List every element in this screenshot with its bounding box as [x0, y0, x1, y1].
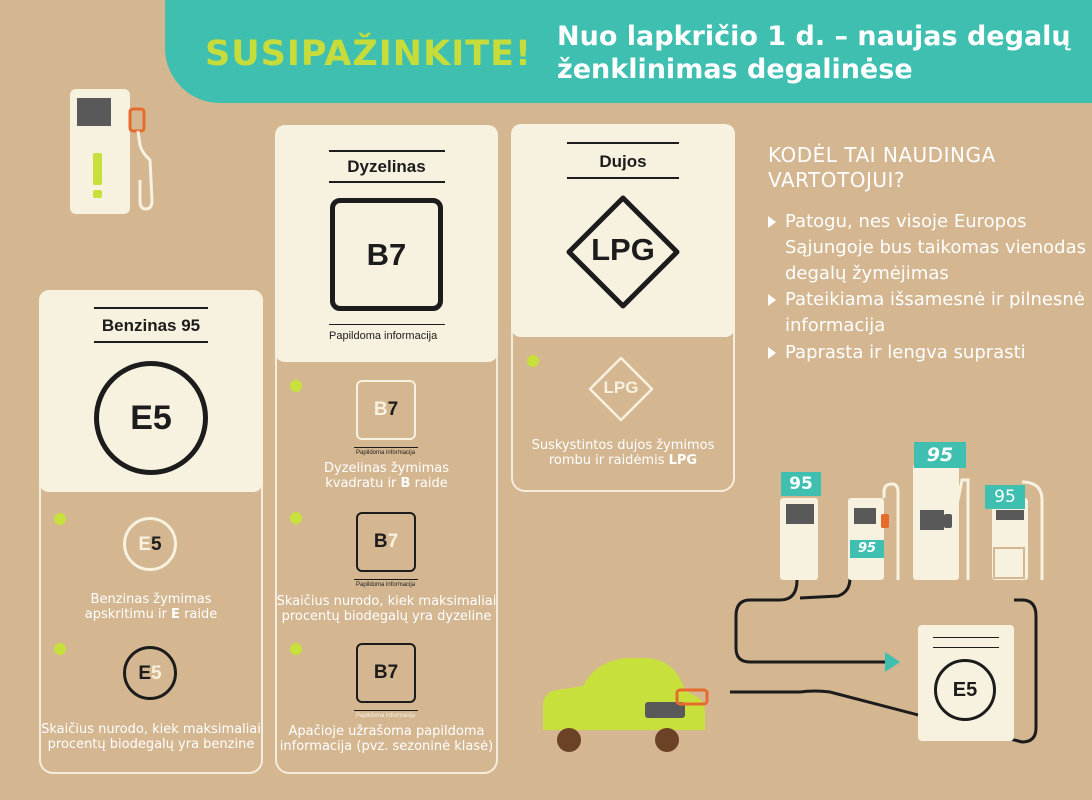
e5-label-mark: E5 [934, 659, 996, 721]
dyzelinas-caption2: Skaičius nurodo, kiek maksimaliai procentų biodegalų yra dyzeline [276, 594, 497, 624]
why-title: KODĖL TAI NAUDINGA VARTOTOJUI? [768, 143, 996, 192]
header-title [557, 20, 1077, 86]
car-icon [535, 650, 715, 760]
extra-info-label-small: Papildoma informacija [356, 582, 416, 588]
b7-square-mark: B7 [330, 198, 443, 311]
exclamation-icon [93, 153, 102, 185]
extra-info-label: Papildoma informacija [329, 330, 438, 342]
b7-outline-extra-info: B7 [356, 643, 416, 703]
e5-circle-mark: E5 [94, 361, 208, 475]
b7-outline-highlight-letter: B7 [356, 380, 416, 440]
lpg-outline-text: LPG [603, 378, 639, 397]
why-bullet-2: Pateikiama išsamesnė ir pilnesnė informacija [768, 287, 1088, 339]
price-tag-1: 95 [781, 472, 821, 496]
bullet-triangle-icon [768, 294, 776, 306]
b7-outline-highlight-number: B7 [356, 512, 416, 572]
dyzelinas-caption1: Dyzelinas žymimas kvadratu ir B raide [323, 461, 450, 491]
why-bullet-3: Paprasta ir lengva suprasti [768, 340, 1088, 366]
benzinas-title: Benzinas 95 [101, 316, 201, 335]
dujos-card [511, 124, 735, 337]
lpg-mark-text: LPG [591, 232, 655, 267]
extra-info-label-highlight: Papildoma informacija [356, 713, 416, 719]
price-tag-4: 95 [985, 485, 1025, 509]
dyzelinas-card [275, 125, 498, 362]
bullet-dot [290, 512, 302, 524]
dujos-title: Dujos [599, 152, 647, 171]
why-bullet-1: Patogu, nes visoje Europos Sąjungoje bus taikomas vienodas degalų žymėjimas [768, 209, 1088, 287]
extra-info-label-small: Papildoma informacija [356, 450, 416, 456]
benzinas-caption1: Benzinas žymimas apskritimu ir E raide [84, 592, 218, 622]
bullet-triangle-icon [768, 216, 776, 228]
header-title-line2: ženklinimas degalinėse [557, 54, 913, 85]
header-highlight: SUSIPAŽINKITE! [205, 34, 532, 74]
e5-outline-highlight-letter: E5 [123, 517, 177, 571]
dyzelinas-title: Dyzelinas [347, 157, 426, 176]
e5-outline-highlight-number: E5 [123, 646, 177, 700]
price-tag-2: 95 [850, 540, 884, 558]
benzinas-caption2: Skaičius nurodo, kiek maksimaliai procentų biodegalų yra benzine [41, 722, 261, 752]
arrow-right-icon [885, 652, 900, 672]
benzinas-card [39, 290, 263, 492]
fuel-pump-icon [60, 85, 170, 220]
price-tag-3: 95 [914, 442, 966, 468]
bullet-dot [290, 643, 302, 655]
dyzelinas-caption3: Apačioje užrašoma papildoma informacija (pvz. sezoninė klasė) [279, 724, 494, 754]
bullet-dot [54, 643, 66, 655]
dujos-caption: Suskystintos dujos žymimos rombu ir raidėmis LPG [531, 438, 715, 468]
header-title-line1: Nuo lapkričio 1 d. – naujas degalų [557, 21, 1071, 52]
e5-label-card [918, 625, 1014, 741]
bullet-dot [527, 355, 539, 367]
bullet-triangle-icon [768, 347, 776, 359]
bullet-dot [290, 380, 302, 392]
bullet-dot [54, 513, 66, 525]
